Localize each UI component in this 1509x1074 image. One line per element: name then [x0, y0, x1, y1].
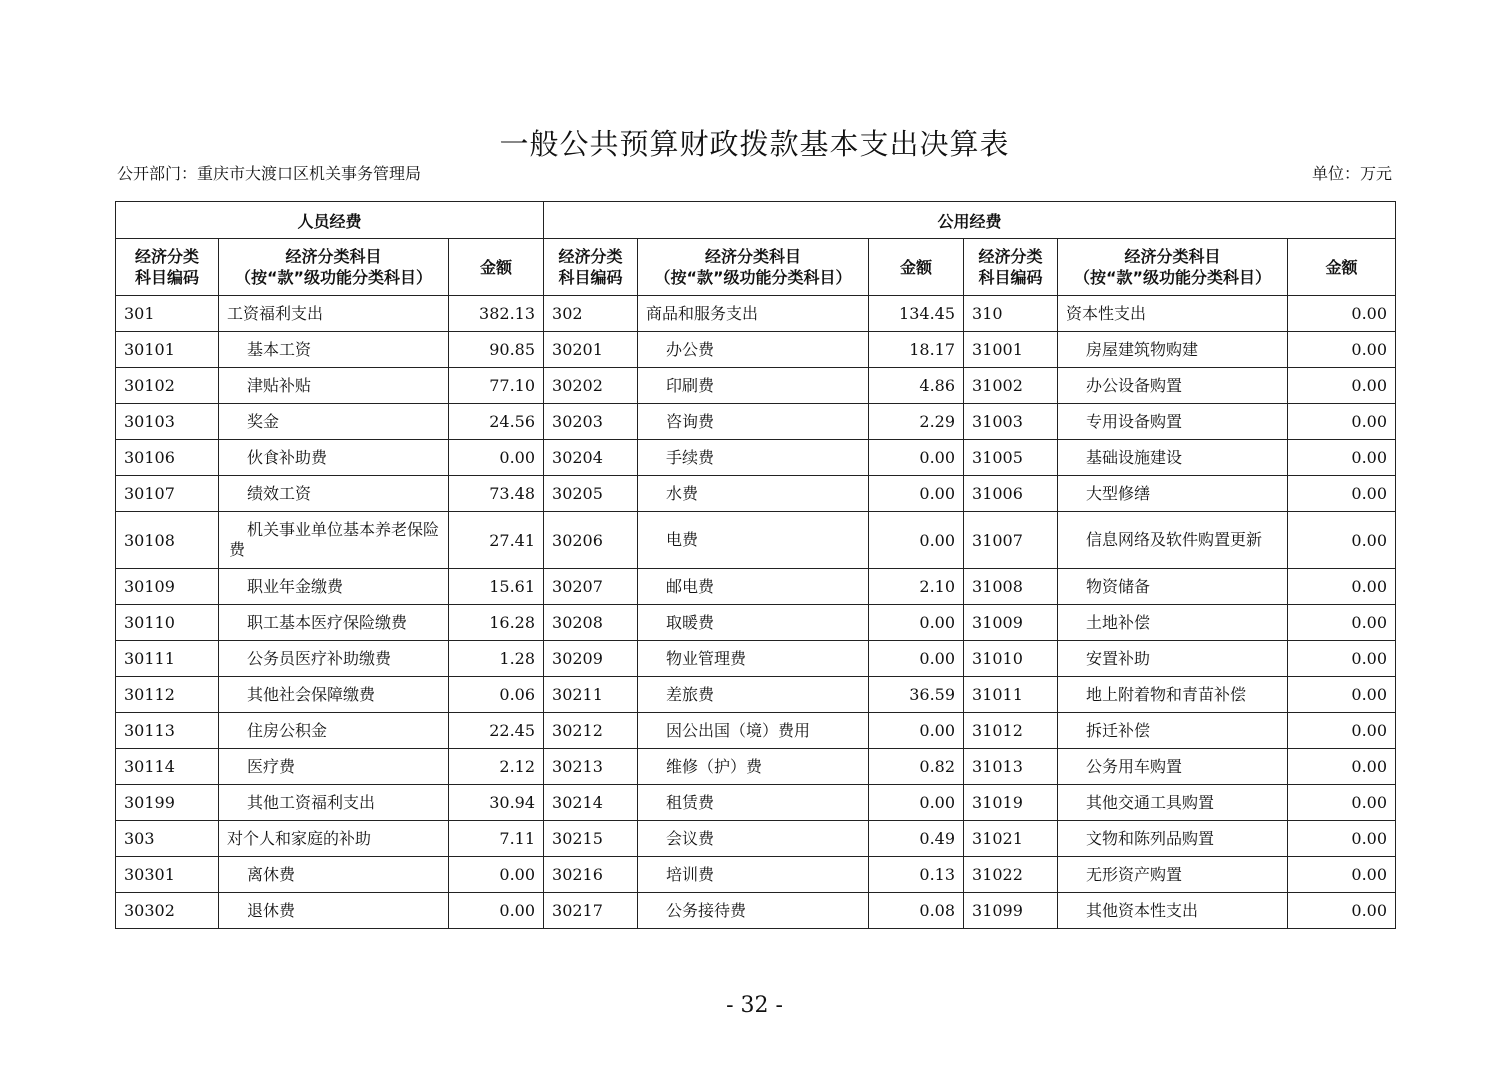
cell-code: 30301: [116, 857, 219, 893]
cell-amount: 0.49: [869, 821, 964, 857]
cell-amount: 0.00: [1288, 821, 1396, 857]
cell-amount: 73.48: [449, 476, 544, 512]
col-header-amount: 金额: [449, 239, 544, 296]
col-header-code-line1: 经济分类: [558, 247, 623, 266]
col-header-amount: 金额: [869, 239, 964, 296]
cell-item-name: 退休费: [219, 893, 449, 929]
table-row: [116, 404, 1396, 440]
cell-item-name: 印刷费: [638, 368, 869, 404]
col-header-code-line2: 科目编码: [134, 268, 199, 287]
cell-code: 30212: [544, 713, 638, 749]
cell-code: 31012: [964, 713, 1058, 749]
table-row: [116, 296, 1396, 332]
cell-code: 31002: [964, 368, 1058, 404]
cell-item-name: 资本性支出: [1058, 296, 1288, 332]
cell-code: 30109: [116, 569, 219, 605]
cell-amount: 134.45: [869, 296, 964, 332]
table-row: [116, 569, 1396, 605]
cell-item-name: 离休费: [219, 857, 449, 893]
table-row: [116, 785, 1396, 821]
cell-amount: 0.06: [449, 677, 544, 713]
cell-item-name: 其他交通工具购置: [1058, 785, 1288, 821]
cell-amount: 0.00: [1288, 368, 1396, 404]
cell-item-name: 津贴补贴: [219, 368, 449, 404]
col-header-name-line2: （按“款”级功能分类科目）: [234, 268, 433, 287]
col-header-code-line1: 经济分类: [134, 247, 199, 266]
cell-item-name: 基础设施建设: [1058, 440, 1288, 476]
cell-code: 30112: [116, 677, 219, 713]
col-header-name-line2: （按“款”级功能分类科目）: [1073, 268, 1272, 287]
cell-item-name: 电费: [638, 512, 869, 569]
cell-code: 31009: [964, 605, 1058, 641]
cell-amount: 0.00: [449, 440, 544, 476]
col-header-code: [116, 239, 219, 296]
cell-code: 31001: [964, 332, 1058, 368]
cell-amount: 0.00: [1288, 476, 1396, 512]
cell-item-name: 物业管理费: [638, 641, 869, 677]
cell-code: 30207: [544, 569, 638, 605]
cell-item-name: 工资福利支出: [219, 296, 449, 332]
cell-amount: 0.00: [1288, 857, 1396, 893]
cell-item-name: 其他社会保障缴费: [219, 677, 449, 713]
cell-item-name: 土地补偿: [1058, 605, 1288, 641]
cell-code: 30102: [116, 368, 219, 404]
cell-amount: 0.00: [1288, 677, 1396, 713]
cell-code: 30108: [116, 512, 219, 569]
cell-item-name: 住房公积金: [219, 713, 449, 749]
cell-amount: 0.00: [869, 785, 964, 821]
table-row: [116, 332, 1396, 368]
cell-code: 30211: [544, 677, 638, 713]
table-row: [116, 476, 1396, 512]
cell-item-name: 文物和陈列品购置: [1058, 821, 1288, 857]
cell-code: 30217: [544, 893, 638, 929]
cell-amount: 0.00: [869, 440, 964, 476]
cell-amount: 0.00: [1288, 749, 1396, 785]
cell-code: 31022: [964, 857, 1058, 893]
col-header-code: [544, 239, 638, 296]
cell-amount: 0.00: [1288, 332, 1396, 368]
cell-amount: 27.41: [449, 512, 544, 569]
cell-item-name: 手续费: [638, 440, 869, 476]
cell-item-name: 基本工资: [219, 332, 449, 368]
cell-amount: 0.13: [869, 857, 964, 893]
cell-amount: 0.00: [449, 857, 544, 893]
cell-code: 30203: [544, 404, 638, 440]
cell-amount: 0.00: [1288, 713, 1396, 749]
cell-code: 31010: [964, 641, 1058, 677]
cell-item-name: 取暖费: [638, 605, 869, 641]
cell-code: 30111: [116, 641, 219, 677]
cell-item-name: 地上附着物和青苗补偿: [1058, 677, 1288, 713]
group-header-personnel: 人员经费: [116, 202, 544, 239]
cell-item-name: 绩效工资: [219, 476, 449, 512]
cell-amount: 30.94: [449, 785, 544, 821]
cell-amount: 2.29: [869, 404, 964, 440]
col-header-amount: 金额: [1288, 239, 1396, 296]
cell-amount: 2.12: [449, 749, 544, 785]
cell-code: 30302: [116, 893, 219, 929]
page-title: 一般公共预算财政拨款基本支出决算表: [499, 127, 1010, 161]
cell-amount: 0.08: [869, 893, 964, 929]
page-number: - 32 -: [726, 993, 783, 1018]
cell-item-name: 物资储备: [1058, 569, 1288, 605]
cell-item-name: 对个人和家庭的补助: [219, 821, 449, 857]
col-header-name-line1: 经济分类科目: [285, 247, 382, 266]
cell-item-name: 职工基本医疗保险缴费: [219, 605, 449, 641]
cell-amount: 16.28: [449, 605, 544, 641]
cell-amount: 0.00: [869, 605, 964, 641]
col-header-name: [638, 239, 869, 296]
cell-item-name: 拆迁补偿: [1058, 713, 1288, 749]
cell-code: 30209: [544, 641, 638, 677]
table-row: [116, 440, 1396, 476]
cell-amount: 36.59: [869, 677, 964, 713]
cell-amount: 0.00: [1288, 440, 1396, 476]
table-row: [116, 368, 1396, 404]
group-header-public: 公用经费: [544, 202, 1396, 239]
table-row: [116, 605, 1396, 641]
cell-item-name: 因公出国（境）费用: [638, 713, 869, 749]
cell-code: 30201: [544, 332, 638, 368]
col-header-name-line2: （按“款”级功能分类科目）: [654, 268, 852, 287]
cell-item-name: 咨询费: [638, 404, 869, 440]
cell-code: 31019: [964, 785, 1058, 821]
cell-amount: 4.86: [869, 368, 964, 404]
cell-amount: 0.00: [869, 512, 964, 569]
table-row: [116, 893, 1396, 929]
table-row: [116, 677, 1396, 713]
cell-code: 30107: [116, 476, 219, 512]
cell-amount: 2.10: [869, 569, 964, 605]
cell-code: 31099: [964, 893, 1058, 929]
cell-amount: 0.00: [869, 476, 964, 512]
cell-item-name: 会议费: [638, 821, 869, 857]
cell-item-name: 办公设备购置: [1058, 368, 1288, 404]
cell-amount: 24.56: [449, 404, 544, 440]
cell-code: 30202: [544, 368, 638, 404]
cell-amount: 0.00: [1288, 893, 1396, 929]
cell-item-name: 医疗费: [219, 749, 449, 785]
cell-item-name: 奖金: [219, 404, 449, 440]
cell-code: 30205: [544, 476, 638, 512]
cell-item-name: 其他资本性支出: [1058, 893, 1288, 929]
cell-code: 30106: [116, 440, 219, 476]
cell-item-name: 维修（护）费: [638, 749, 869, 785]
cell-code: 30199: [116, 785, 219, 821]
cell-amount: 0.00: [1288, 296, 1396, 332]
cell-amount: 7.11: [449, 821, 544, 857]
cell-item-name: 公务接待费: [638, 893, 869, 929]
col-header-code-line1: 经济分类: [978, 247, 1043, 266]
cell-code: 30103: [116, 404, 219, 440]
cell-code: 30208: [544, 605, 638, 641]
col-header-name-line1: 经济分类科目: [1124, 247, 1221, 266]
cell-amount: 0.00: [1288, 605, 1396, 641]
table-row: [116, 821, 1396, 857]
cell-code: 31008: [964, 569, 1058, 605]
table-row: [116, 713, 1396, 749]
cell-code: 301: [116, 296, 219, 332]
cell-item-name: 房屋建筑物购建: [1058, 332, 1288, 368]
cell-amount: 0.00: [1288, 785, 1396, 821]
cell-amount: 0.82: [869, 749, 964, 785]
col-header-code-line2: 科目编码: [978, 268, 1043, 287]
cell-item-name: 培训费: [638, 857, 869, 893]
cell-amount: 22.45: [449, 713, 544, 749]
table-row: [116, 641, 1396, 677]
cell-code: 31005: [964, 440, 1058, 476]
cell-code: 303: [116, 821, 219, 857]
cell-code: 30206: [544, 512, 638, 569]
cell-item-name: 差旅费: [638, 677, 869, 713]
cell-code: 31003: [964, 404, 1058, 440]
cell-code: 30214: [544, 785, 638, 821]
cell-amount: 382.13: [449, 296, 544, 332]
cell-code: 302: [544, 296, 638, 332]
cell-amount: 0.00: [869, 713, 964, 749]
cell-amount: 0.00: [449, 893, 544, 929]
cell-item-name: 伙食补助费: [219, 440, 449, 476]
cell-item-name: 租赁费: [638, 785, 869, 821]
cell-code: 30113: [116, 713, 219, 749]
cell-code: 31013: [964, 749, 1058, 785]
cell-item-name: 大型修缮: [1058, 476, 1288, 512]
col-header-name-line1: 经济分类科目: [705, 247, 802, 266]
cell-item-name: 安置补助: [1058, 641, 1288, 677]
cell-item-name: 邮电费: [638, 569, 869, 605]
cell-item-name: 其他工资福利支出: [219, 785, 449, 821]
cell-amount: 0.00: [1288, 512, 1396, 569]
cell-item-name: 办公费: [638, 332, 869, 368]
cell-code: 30215: [544, 821, 638, 857]
col-header-code: [964, 239, 1058, 296]
cell-code: 30101: [116, 332, 219, 368]
cell-item-name: 信息网络及软件购置更新: [1058, 512, 1288, 569]
cell-code: 30213: [544, 749, 638, 785]
cell-item-name: 公务用车购置: [1058, 749, 1288, 785]
unit-label: 单位：万元: [1311, 164, 1392, 183]
table-row: [116, 857, 1396, 893]
cell-amount: 77.10: [449, 368, 544, 404]
cell-amount: 18.17: [869, 332, 964, 368]
cell-amount: 1.28: [449, 641, 544, 677]
col-header-code-line2: 科目编码: [558, 268, 623, 287]
cell-item-name: 专用设备购置: [1058, 404, 1288, 440]
cell-amount: 90.85: [449, 332, 544, 368]
cell-code: 30110: [116, 605, 219, 641]
expenditure-table: [115, 201, 1396, 929]
cell-item-name: 商品和服务支出: [638, 296, 869, 332]
cell-item-name: 无形资产购置: [1058, 857, 1288, 893]
cell-item-name: 机关事业单位基本养老保险费: [219, 512, 449, 569]
cell-code: 310: [964, 296, 1058, 332]
cell-amount: 15.61: [449, 569, 544, 605]
table-row: [116, 749, 1396, 785]
cell-code: 30204: [544, 440, 638, 476]
cell-amount: 0.00: [1288, 569, 1396, 605]
cell-code: 31011: [964, 677, 1058, 713]
cell-code: 31006: [964, 476, 1058, 512]
col-header-name: [219, 239, 449, 296]
department-label: 公开部门：重庆市大渡口区机关事务管理局: [117, 164, 422, 183]
cell-code: 30114: [116, 749, 219, 785]
table-row: [116, 512, 1396, 569]
cell-item-name: 公务员医疗补助缴费: [219, 641, 449, 677]
cell-amount: 0.00: [869, 641, 964, 677]
cell-amount: 0.00: [1288, 404, 1396, 440]
cell-code: 31021: [964, 821, 1058, 857]
col-header-name: [1058, 239, 1288, 296]
cell-item-name: 水费: [638, 476, 869, 512]
cell-amount: 0.00: [1288, 641, 1396, 677]
cell-code: 30216: [544, 857, 638, 893]
cell-item-name: 职业年金缴费: [219, 569, 449, 605]
cell-code: 31007: [964, 512, 1058, 569]
